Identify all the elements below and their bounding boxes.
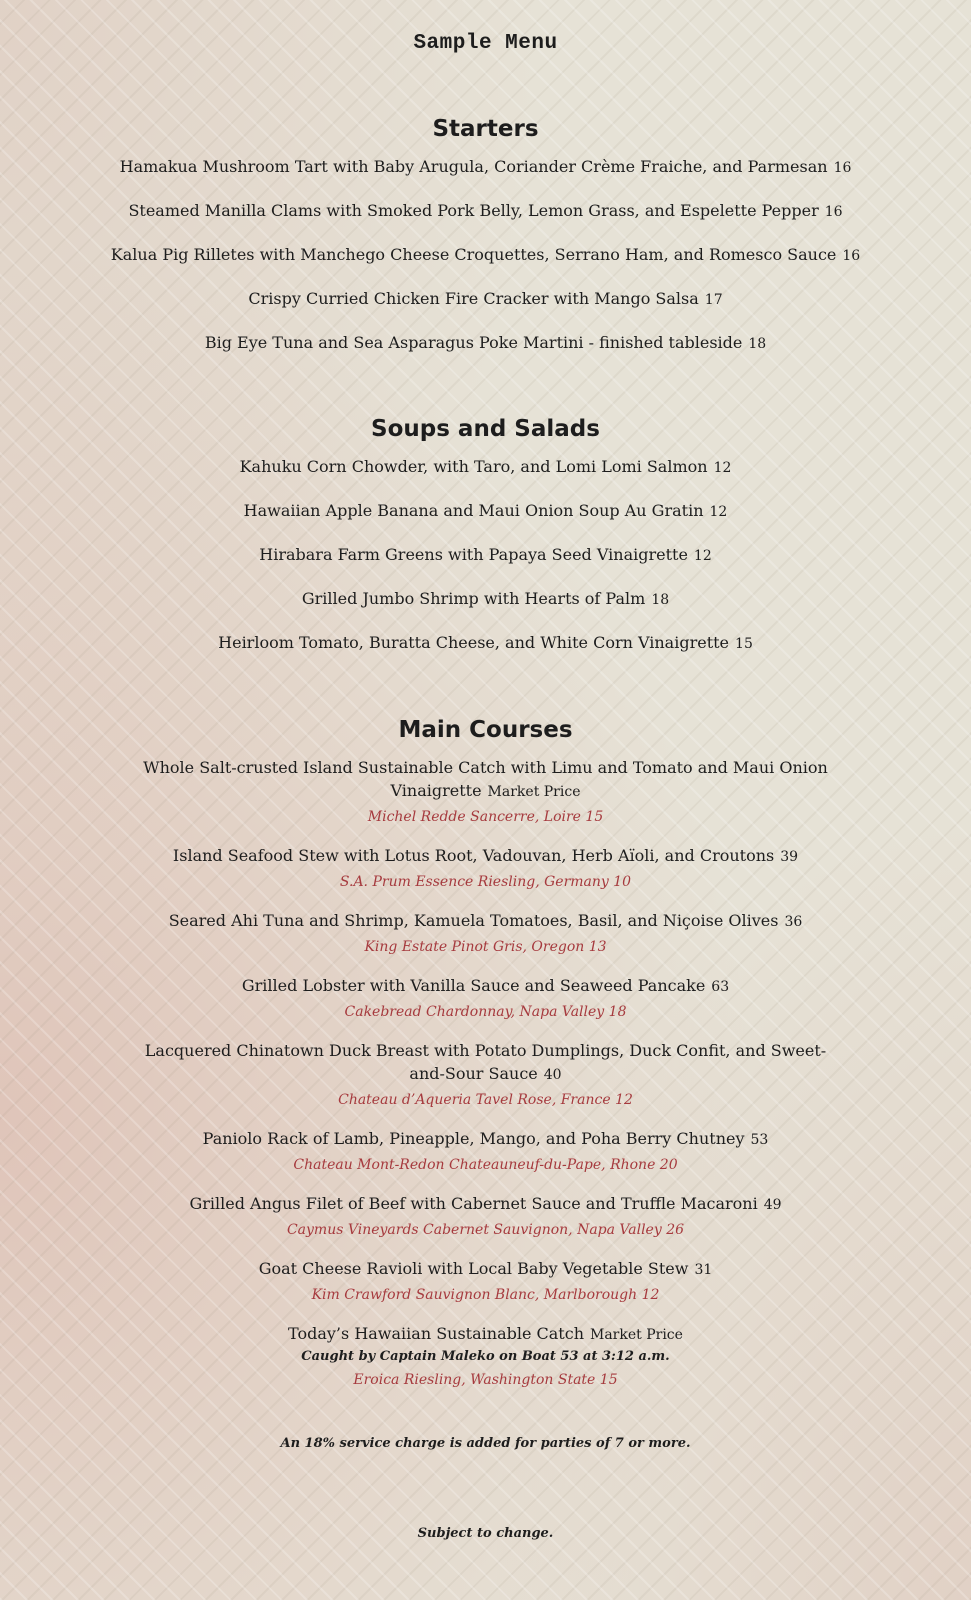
item-price: 40 (543, 1067, 562, 1083)
item-price: 49 (763, 1197, 782, 1213)
wine-pairing: King Estate Pinot Gris, Oregon 13 (364, 939, 607, 955)
item-price: Market Price (487, 784, 581, 800)
item-name: Hawaiian Apple Banana and Maui Onion Soup Au Gratin (243, 501, 704, 520)
item-price: 18 (651, 592, 670, 608)
item-line (136, 974, 836, 999)
item-name: Lacquered Chinatown Duck Breast with Potato Dumplings, Duck Confit, and Sweet-and-Sour Sauce (144, 1041, 827, 1083)
item-name: Heirloom Tomato, Buratta Cheese, and White Corn Vinaigrette (218, 633, 730, 652)
menu-item (36, 631, 936, 656)
item-line (136, 1127, 836, 1152)
main-course-item (136, 1257, 836, 1306)
main-course-item (136, 844, 836, 893)
item-price: 53 (750, 1132, 769, 1148)
main-course-item (136, 1322, 836, 1391)
main-course-item (136, 909, 836, 958)
item-line (136, 756, 836, 804)
item-name: Seared Ahi Tuna and Shrimp, Kamuela Tomatoes, Basil, and Niçoise Olives (168, 911, 779, 930)
wine-pairing: Kim Crawford Sauvignon Blanc, Marlborough 12 (311, 1287, 660, 1303)
item-price: 36 (784, 914, 803, 930)
menu-item (36, 331, 936, 356)
menu-item (36, 455, 936, 480)
item-line (136, 844, 836, 869)
main-course-item (136, 974, 836, 1023)
wine-pairing: Caymus Vineyards Cabernet Sauvignon, Napa Valley 26 (286, 1222, 685, 1238)
menu-item (36, 155, 936, 180)
wine-pairing: Chateau d’Aqueria Tavel Rose, France 12 (338, 1092, 633, 1108)
menu-title: Sample Menu (413, 32, 558, 55)
menu-item (36, 499, 936, 524)
item-name: Hirabara Farm Greens with Papaya Seed Vinaigrette (259, 545, 688, 564)
main-course-item (136, 1192, 836, 1241)
main-courses-heading: Main Courses (398, 717, 573, 743)
wine-pairing: Chateau Mont-Redon Chateauneuf-du-Pape, Rhone 20 (293, 1157, 678, 1173)
item-price: 12 (693, 548, 712, 564)
subject-to-change-note: Subject to change. (417, 1526, 554, 1541)
item-price: 15 (735, 636, 753, 652)
item-name: Goat Cheese Ravioli with Local Baby Vegetable Stew (258, 1259, 689, 1278)
main-course-item (136, 1127, 836, 1176)
item-name: Steamed Manilla Clams with Smoked Pork Belly, Lemon Grass, and Espelette Pepper (128, 201, 819, 220)
item-line (136, 1257, 836, 1282)
menu-item (36, 287, 936, 312)
item-price: 17 (704, 292, 723, 308)
starters-section (0, 114, 971, 375)
menu-item (36, 199, 936, 224)
menu-item (36, 243, 936, 268)
menu-item (36, 543, 936, 568)
item-name: Kalua Pig Rilletes with Manchego Cheese Croquettes, Serrano Ham, and Romesco Sauce (110, 245, 837, 264)
item-name: Big Eye Tuna and Sea Asparagus Poke Martini - finished tableside (204, 333, 743, 352)
item-name: Hamakua Mushroom Tart with Baby Arugula, Coriander Crème Fraiche, and Parmesan (119, 157, 828, 176)
item-name: Grilled Angus Filet of Beef with Cabernet Sauce and Truffle Macaroni (189, 1194, 758, 1213)
item-price: 12 (709, 504, 728, 520)
item-price: 63 (711, 979, 730, 995)
main-course-item (136, 756, 836, 828)
item-name: Today’s Hawaiian Sustainable Catch (288, 1324, 584, 1343)
item-name: Paniolo Rack of Lamb, Pineapple, Mango, and Poha Berry Chutney (202, 1129, 745, 1148)
item-name: Whole Salt-crusted Island Sustainable Catch with Limu and Tomato and Maui Onion Vinaigrette (143, 758, 828, 800)
main-courses-section (0, 715, 971, 1407)
item-name: Grilled Lobster with Vanilla Sauce and Seaweed Pancake (241, 976, 706, 995)
item-price: 16 (842, 248, 861, 264)
item-price: 12 (713, 460, 732, 476)
item-price: 39 (780, 849, 799, 865)
soups-salads-heading: Soups and Salads (371, 416, 600, 442)
service-charge-note: An 18% service charge is added for parties of 7 or more. (280, 1436, 691, 1451)
wine-pairing: S.A. Prum Essence Riesling, Germany 10 (339, 874, 632, 890)
item-line (136, 1192, 836, 1217)
item-name: Island Seafood Stew with Lotus Root, Vadouvan, Herb Aïoli, and Croutons (172, 846, 775, 865)
item-price: Market Price (590, 1327, 683, 1343)
item-price: 16 (824, 204, 843, 220)
wine-pairing: Eroica Riesling, Washington State 15 (353, 1372, 618, 1388)
item-name: Grilled Jumbo Shrimp with Hearts of Palm (301, 589, 646, 608)
item-name: Kahuku Corn Chowder, with Taro, and Lomi Lomi Salmon (239, 457, 708, 476)
item-name: Crispy Curried Chicken Fire Cracker with Mango Salsa (248, 289, 699, 308)
starters-heading: Starters (432, 116, 539, 142)
item-line (136, 1039, 836, 1087)
wine-pairing: Michel Redde Sancerre, Loire 15 (367, 809, 604, 825)
wine-pairing: Cakebread Chardonnay, Napa Valley 18 (344, 1004, 627, 1020)
soups-salads-section (0, 414, 971, 675)
item-price: 31 (694, 1262, 713, 1278)
item-price: 18 (748, 336, 767, 352)
item-line (136, 909, 836, 934)
menu-item (36, 587, 936, 612)
main-course-item (136, 1039, 836, 1111)
catch-note: Caught by Captain Maleko on Boat 53 at 3:12 a.m. (301, 1349, 670, 1364)
item-price: 16 (833, 160, 852, 176)
item-line (136, 1322, 836, 1347)
